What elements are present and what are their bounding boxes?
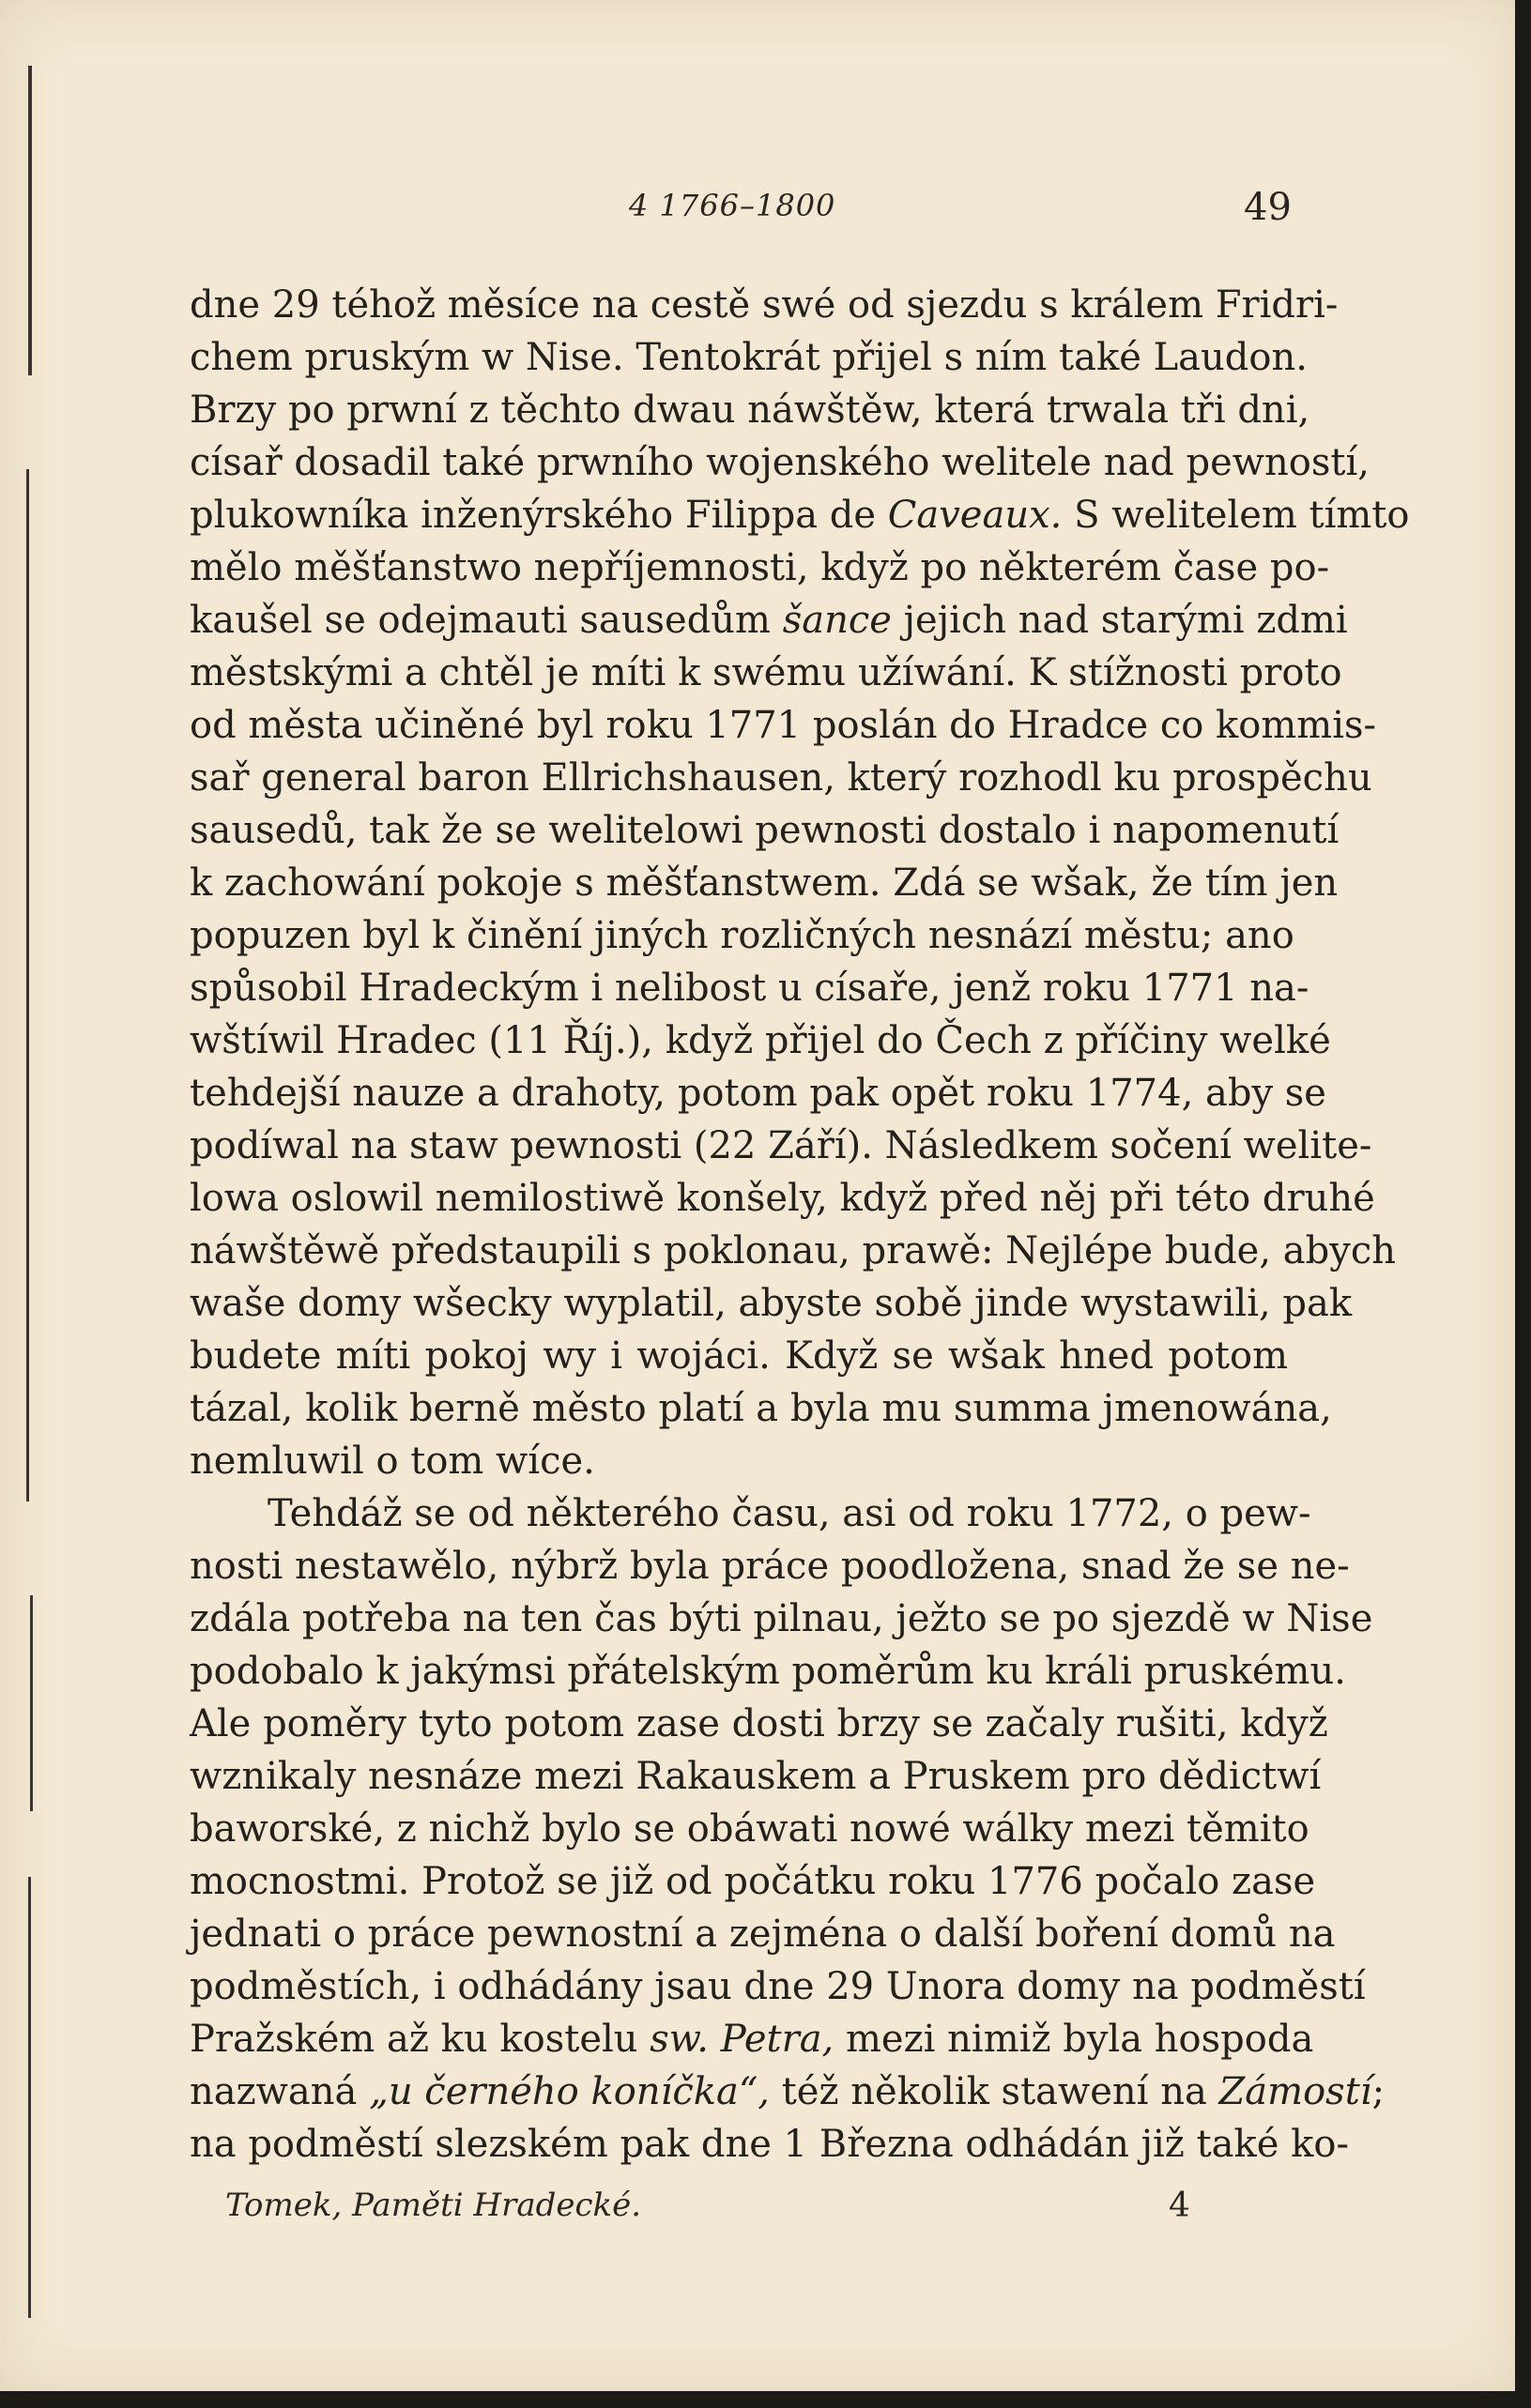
text-line: Brzy po prwní z těchto dwau náwštěw, která trwala tři dni, bbox=[190, 389, 1310, 432]
text-line: nemluwil o tom wíce. bbox=[190, 1440, 595, 1483]
text-line: sař general baron Ellrichshausen, který rozhodl ku prospěchu bbox=[190, 756, 1372, 800]
binding-edge-line bbox=[28, 66, 32, 375]
text-line: Ale poměry tyto potom zase dosti brzy se začaly rušiti, když bbox=[190, 1702, 1328, 1745]
text-line: popuzen byl k činění jiných rozličných nesnází městu; ano bbox=[190, 914, 1294, 957]
footer-author-title: Tomek, Paměti Hradecké. bbox=[225, 2187, 642, 2224]
text-line: k zachowání pokoje s měšťanstwem. Zdá se wšak, že tím jen bbox=[190, 861, 1339, 905]
text-line: tázal, kolik berně město platí a byla mu summa jmenowána, bbox=[190, 1387, 1332, 1430]
italic-name-sw-petra: sw. Petra, bbox=[650, 2018, 834, 2061]
text-line: tehdejší nauze a drahoty, potom pak opět roku 1774, aby se bbox=[190, 1072, 1326, 1115]
text-line: budete míti pokoj wy i wojáci. Když se wšak hned potom bbox=[190, 1334, 1288, 1378]
binding-edge-line bbox=[30, 1595, 33, 1811]
page-number: 49 bbox=[1244, 186, 1292, 229]
text-line: dne 29 téhož měsíce na cestě swé od sjezdu s králem Fridri- bbox=[190, 283, 1339, 327]
text-segment: plukowníka inženýrského Filippa de bbox=[190, 494, 888, 537]
binding-edge-line bbox=[28, 1877, 31, 2318]
text-line: náwštěwě předstaupili s poklonau, prawě: Nejlépe bude, abych bbox=[190, 1229, 1396, 1273]
text-line: císař dosadil také prwního wojenského welitele nad pewností, bbox=[190, 441, 1370, 484]
text-segment: ; bbox=[1371, 2070, 1386, 2113]
italic-word-sance: šance bbox=[782, 599, 892, 642]
text-line bbox=[190, 2065, 1386, 2118]
text-segment: nazwaná bbox=[190, 2070, 370, 2113]
text-line bbox=[190, 2013, 1314, 2065]
text-line bbox=[190, 594, 1348, 647]
italic-name-konicka: „u černého koníčka“, bbox=[369, 2070, 771, 2113]
text-line: mělo měšťanstwo nepříjemnosti, když po některém čase po- bbox=[190, 546, 1330, 589]
text-line: mocnostmi. Protož se již od počátku roku 1776 počalo zase bbox=[190, 1860, 1316, 1903]
italic-name-caveaux: Caveaux. bbox=[887, 494, 1063, 537]
text-line: městskými a chtěl je míti k swému užíwání. K stížnosti proto bbox=[190, 651, 1342, 694]
footer-signature-mark: 4 bbox=[1169, 2187, 1190, 2225]
text-line: podobalo k jakýmsi přátelským poměrům ku králi pruskému. bbox=[190, 1650, 1346, 1693]
text-line: podměstích, i odhádány jsau dne 29 Unora domy na podměstí bbox=[190, 1965, 1366, 2008]
running-title: 4 1766–1800 bbox=[629, 188, 836, 223]
text-segment: kaušel se odejmauti sausedům bbox=[190, 599, 783, 642]
text-line: zdála potřeba na ten čas býti pilnau, ježto se po sjezdě w Nise bbox=[190, 1597, 1373, 1640]
text-segment: Pražském až ku kostelu bbox=[190, 2018, 651, 2061]
text-segment: též několik stawení na bbox=[770, 2070, 1219, 2113]
text-line: na podměstí slezském pak dne 1 Března odhádán již také ko- bbox=[190, 2123, 1349, 2166]
text-line: jednati o práce pewnostní a zejména o další boření domů na bbox=[190, 1913, 1336, 1956]
text-line: nosti nestawělo, nýbrž byla práce poodložena, snad že se ne- bbox=[190, 1545, 1350, 1588]
text-line: chem pruským w Nise. Tentokrát přijel s ním také Laudon. bbox=[190, 336, 1308, 379]
text-line: wštíwil Hradec (11 Říj.), když přijel do Čech z příčiny welké bbox=[190, 1019, 1331, 1062]
text-line: sausedů, tak že se welitelowi pewnosti dostalo i napomenutí bbox=[190, 809, 1340, 852]
text-segment: jejich nad starými zdmi bbox=[891, 599, 1348, 642]
text-line: baworské, z nichž bylo se obáwati nowé wálky mezi těmito bbox=[190, 1807, 1309, 1851]
text-line: wznikaly nesnáze mezi Rakauskem a Pruskem pro dědictwí bbox=[190, 1755, 1322, 1798]
text-line: Tehdáž se od některého času, asi od roku 1772, o pew- bbox=[268, 1492, 1311, 1535]
text-line: lowa oslowil nemilostiwě konšely, když před něj při této druhé bbox=[190, 1177, 1375, 1220]
italic-name-zamosti: Zámostí bbox=[1218, 2070, 1372, 2113]
text-segment: mezi nimiž byla hospoda bbox=[834, 2018, 1314, 2061]
text-segment: S welitelem tímto bbox=[1062, 494, 1410, 537]
text-line: od města učiněné byl roku 1771 poslán do Hradce co kommis- bbox=[190, 704, 1377, 747]
text-line: podíwal na staw pewnosti (22 Září). Následkem sočení welite- bbox=[190, 1124, 1372, 1167]
text-line: spůsobil Hradeckým i nelibost u císaře, jenž roku 1771 na- bbox=[190, 967, 1309, 1010]
text-line: waše domy wšecky wyplatil, abyste sobě jinde wystawili, pak bbox=[190, 1282, 1353, 1325]
binding-edge-line bbox=[26, 469, 29, 1501]
text-line bbox=[190, 489, 1410, 541]
